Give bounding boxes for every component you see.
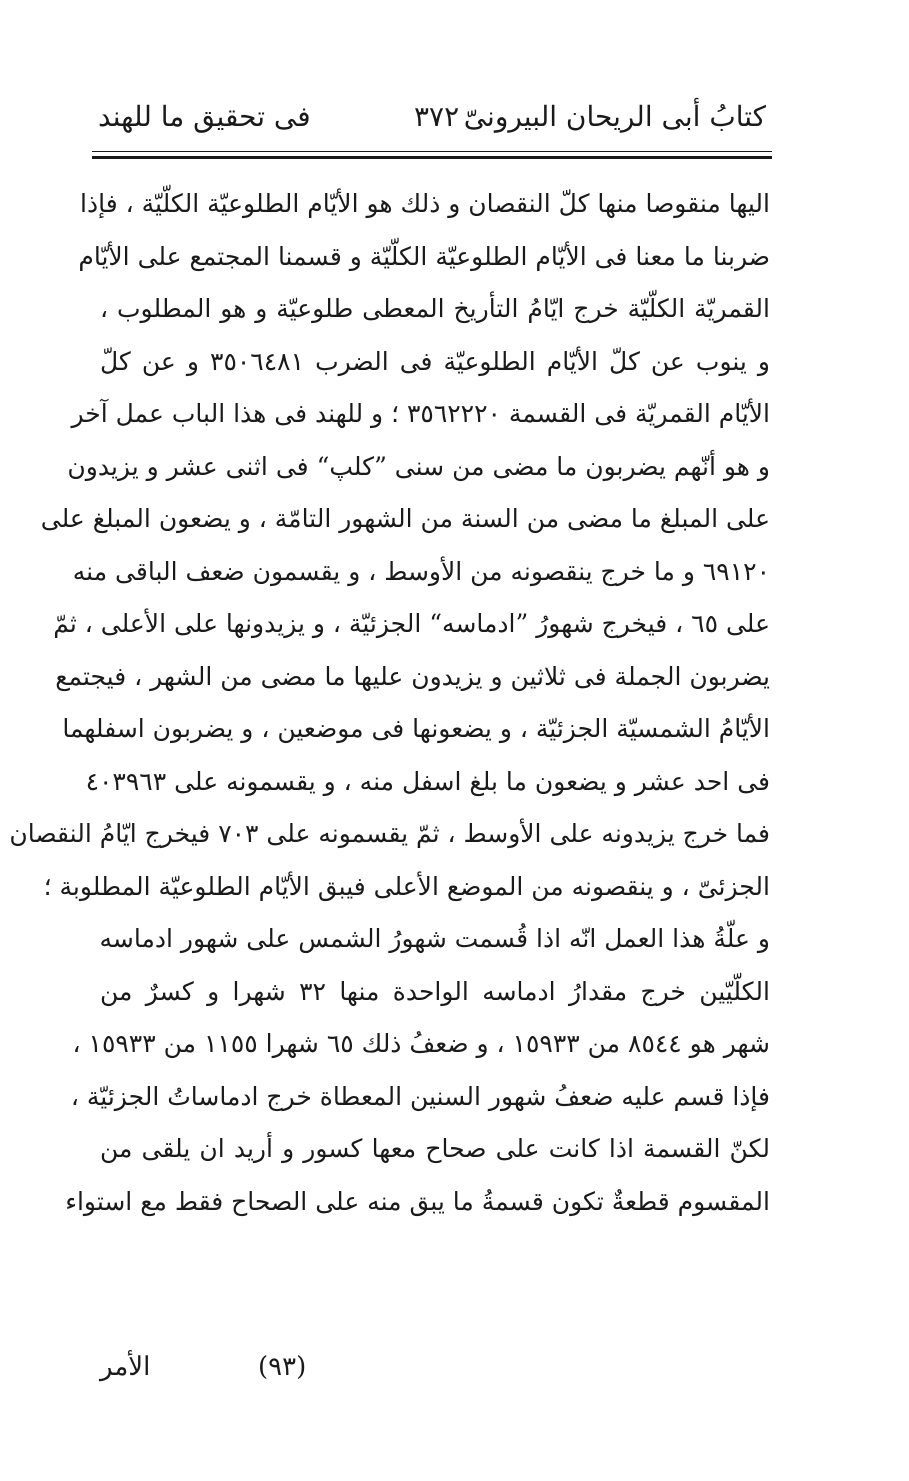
text-line: و هو أنّهم يضربون ما مضى من سنى ”كلپ“ فى اثنى عشر و يزيدون bbox=[67, 451, 770, 481]
text-line: و علّةُ هذا العمل انّه اذا قُسمت شهورُ الشمس على شهور ادماسه bbox=[99, 924, 770, 953]
text-line: الأيّامُ الشمسيّة الجزئيّة ، و يضعونها فى موضعين ، و يضربون اسفلهما bbox=[62, 714, 770, 743]
text-line: الأيّام القمريّة فى القسمة ٣٥٦٢٢٢٠ ؛ و للهند فى هذا الباب عمل آخر bbox=[71, 399, 770, 428]
text-line: فى احد عشر و يضعون ما بلغ اسفل منه ، و يقسمونه على ٤٠٣٩٦٣ bbox=[85, 766, 770, 796]
text-line: ٦٩١٢٠ و ما خرج ينقصونه من الأوسط ، و يقسمون ضعف الباقى منه bbox=[72, 556, 770, 586]
text-line: فإذا قسم عليه ضعفُ شهور السنين المعطاة خرج ادماساتُ الجزئيّة ، bbox=[70, 1081, 770, 1111]
text-line: شهر هو ٨٥٤٤ من ١٥٩٣٣ ، و ضعفُ ذلك ٦٥ شهرا ١١٥٥ من ١٥٩٣٣ ، bbox=[72, 1029, 770, 1058]
text-line: لكنّ القسمة اذا كانت على صحاح معها كسور و أريد ان يلقى من bbox=[100, 1134, 770, 1163]
text-line: ضربنا ما معنا فى الأيّام الطلوعيّة الكلّيّة و قسمنا المجتمع على الأيّام bbox=[78, 241, 770, 271]
text-line: القمريّة الكلّيّة خرج ايّامُ التأريخ المعطى طلوعيّة و هو المطلوب ، bbox=[100, 294, 770, 323]
text-line: فما خرج يزيدونه على الأوسط ، ثمّ يقسمونه على ٧٠٣ فيخرج ايّامُ النقصان bbox=[9, 819, 770, 848]
body-text bbox=[9, 178, 770, 1228]
book-title: كتابُ أبى الريحان البيرونىّ bbox=[463, 100, 766, 133]
header-rule-thin bbox=[92, 151, 772, 152]
running-header bbox=[98, 100, 766, 144]
text-line: المقسوم قطعةٌ تكون قسمةُ ما يبق منه على الصحاح فقط مع استواء bbox=[65, 1186, 770, 1216]
text-line: اليها منقوصا منها كلّ النقصان و ذلك هو الأيّام الطلوعيّة الكلّيّة ، فإذا bbox=[80, 189, 770, 218]
text-line: و ينوب عن كلّ الأيّام الطلوعيّة فى الضرب ٣٥٠٦٤٨١ و عن كلّ bbox=[100, 346, 770, 376]
text-line: على ٦٥ ، فيخرج شهورُ ”ادماسه“ الجزئيّة ، و يزيدونها على الأعلى ، ثمّ bbox=[53, 609, 770, 638]
signature-mark: (٩٣) bbox=[258, 1352, 307, 1382]
book-subtitle: فى تحقيق ما للهند bbox=[98, 100, 311, 133]
page-footer bbox=[100, 1352, 770, 1396]
header-rule-thick bbox=[92, 156, 772, 159]
text-line: يضربون الجملة فى ثلاثين و يزيدون عليها ما مضى من الشهر ، فيجتمع bbox=[55, 661, 770, 691]
catchword: الأمر bbox=[100, 1352, 151, 1382]
text-line: الجزئىّ ، و ينقصونه من الموضع الأعلى فيبق الأيّام الطلوعيّة المطلوبة ؛ bbox=[43, 871, 770, 901]
text-line: على المبلغ ما مضى من السنة من الشهور التامّة ، و يضعون المبلغ على bbox=[40, 504, 770, 533]
text-line: الكلّيّين خرج مقدارُ ادماسه الواحدة منها ٣٢ شهرا و كسرٌ من bbox=[100, 976, 770, 1006]
page-number: ٣٧٢ bbox=[414, 100, 460, 133]
